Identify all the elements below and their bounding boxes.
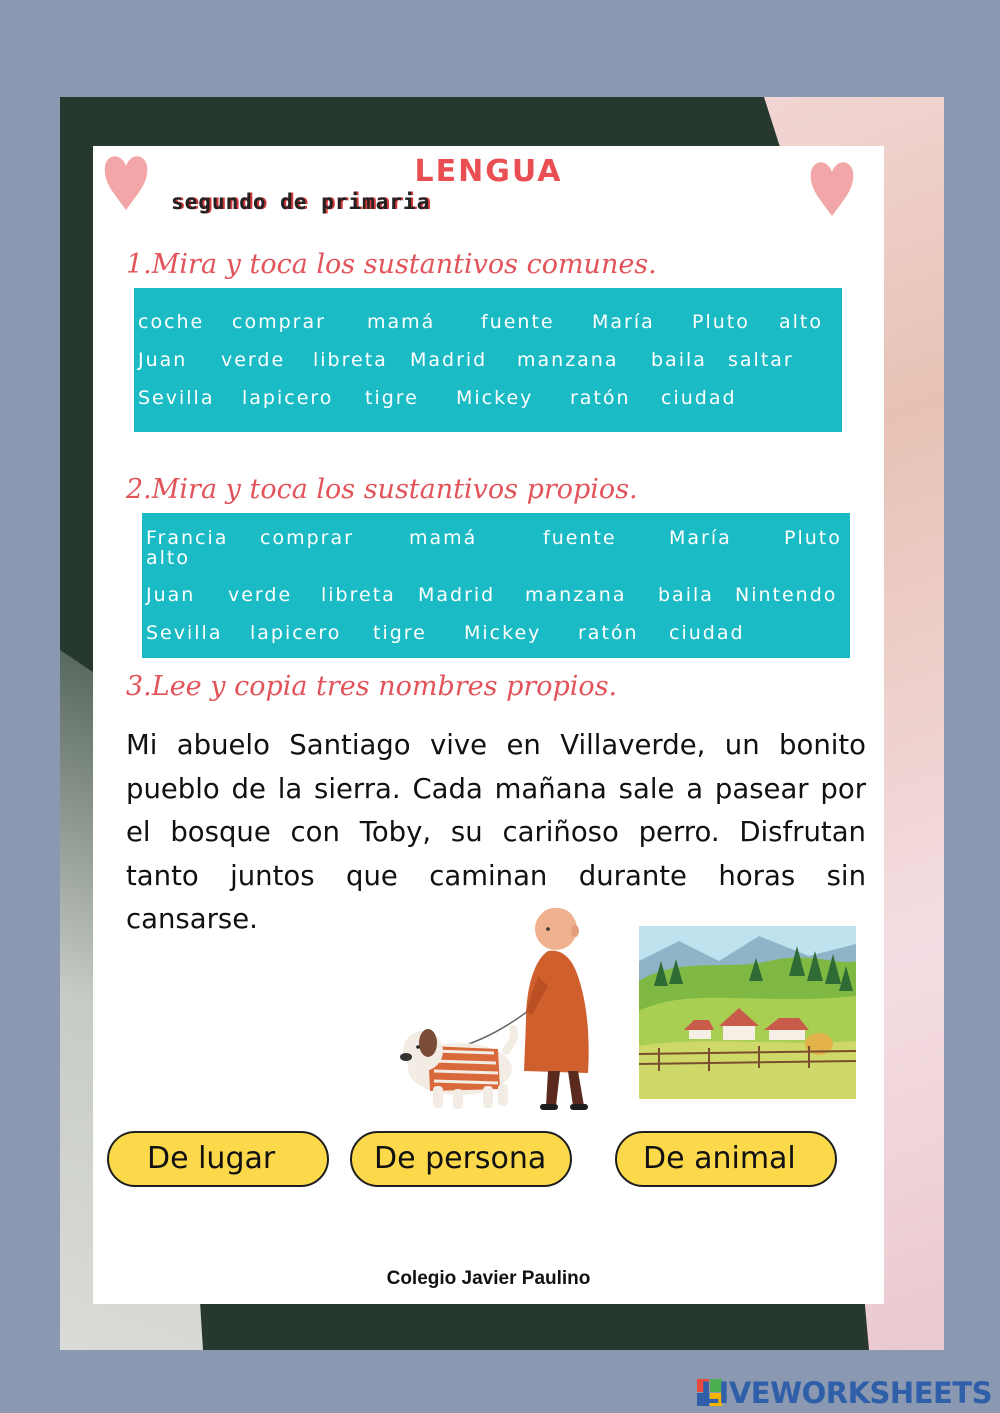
word-option[interactable]: coche [138, 311, 205, 333]
worksheet-page [93, 146, 884, 1304]
word-option[interactable]: manzana [525, 584, 627, 606]
village-landscape-illustration [639, 926, 856, 1099]
word-option[interactable]: María [592, 311, 655, 333]
word-option[interactable]: libreta [313, 349, 388, 371]
word-option[interactable]: lapicero [242, 387, 334, 409]
proper-nouns-box [142, 513, 850, 658]
word-option[interactable]: comprar [260, 527, 354, 549]
word-option[interactable]: Sevilla [138, 387, 215, 409]
word-option[interactable]: mamá [409, 527, 478, 549]
word-option[interactable]: fuente [481, 311, 555, 333]
word-option[interactable]: lapicero [250, 622, 342, 644]
word-option[interactable]: Nintendo [735, 584, 838, 606]
word-option[interactable]: Madrid [418, 584, 496, 606]
word-option[interactable]: saltar [728, 349, 794, 371]
word-option[interactable]: libreta [321, 584, 396, 606]
word-option[interactable]: baila [651, 349, 707, 371]
page-subtitle: segundo de primaria [171, 190, 431, 214]
word-option[interactable]: tigre [373, 622, 427, 644]
reading-passage: Mi abuelo Santiago vive en Villaverde, un bonito pueblo de la sierra. Cada mañana sale a pasear por el bosque con Toby, su cariñoso perro. Disfrutan tanto juntos que caminan durante horas sin cansarse. [126, 729, 866, 935]
exercise-3-heading: 3.Lee y copia tres nombres propios. [126, 671, 618, 702]
word-option[interactable]: Mickey [464, 622, 542, 644]
word-option[interactable]: verde [221, 349, 286, 371]
word-option[interactable]: ciudad [661, 387, 737, 409]
word-option[interactable]: verde [228, 584, 293, 606]
word-option[interactable]: Sevilla [146, 622, 223, 644]
word-option[interactable]: Pluto [692, 311, 750, 333]
word-option[interactable]: manzana [517, 349, 619, 371]
exercise-1-heading: 1.Mira y toca los sustantivos comunes. [126, 249, 657, 280]
grandpa-dog-illustration [398, 901, 608, 1113]
exercise-2-heading: 2.Mira y toca los sustantivos propios. [126, 474, 638, 505]
word-option[interactable]: Francia [146, 527, 229, 549]
answer-de-persona[interactable]: De persona [350, 1131, 572, 1187]
word-option[interactable]: tigre [365, 387, 419, 409]
word-option[interactable]: Mickey [456, 387, 534, 409]
word-option[interactable]: baila [658, 584, 714, 606]
word-option[interactable]: alto [146, 547, 190, 569]
word-option[interactable]: Juan [138, 349, 188, 371]
word-option[interactable]: Pluto [784, 527, 842, 549]
word-option[interactable]: Madrid [410, 349, 488, 371]
word-option[interactable]: mamá [367, 311, 436, 333]
answer-de-lugar[interactable]: De lugar [107, 1131, 329, 1187]
word-option[interactable]: ciudad [669, 622, 745, 644]
word-option[interactable]: alto [779, 311, 823, 333]
brand-watermark: LIVEWORKSHEETS [700, 1376, 992, 1410]
word-option[interactable]: ratón [570, 387, 631, 409]
word-option[interactable]: fuente [543, 527, 617, 549]
page-title: LENGUA [414, 154, 563, 189]
common-nouns-box [134, 288, 842, 432]
answer-de-animal[interactable]: De animal [615, 1131, 837, 1187]
word-option[interactable]: María [669, 527, 732, 549]
word-option[interactable]: Juan [146, 584, 196, 606]
word-option[interactable]: ratón [578, 622, 639, 644]
school-footer: Colegio Javier Paulino [386, 1268, 591, 1289]
word-option[interactable]: comprar [232, 311, 326, 333]
